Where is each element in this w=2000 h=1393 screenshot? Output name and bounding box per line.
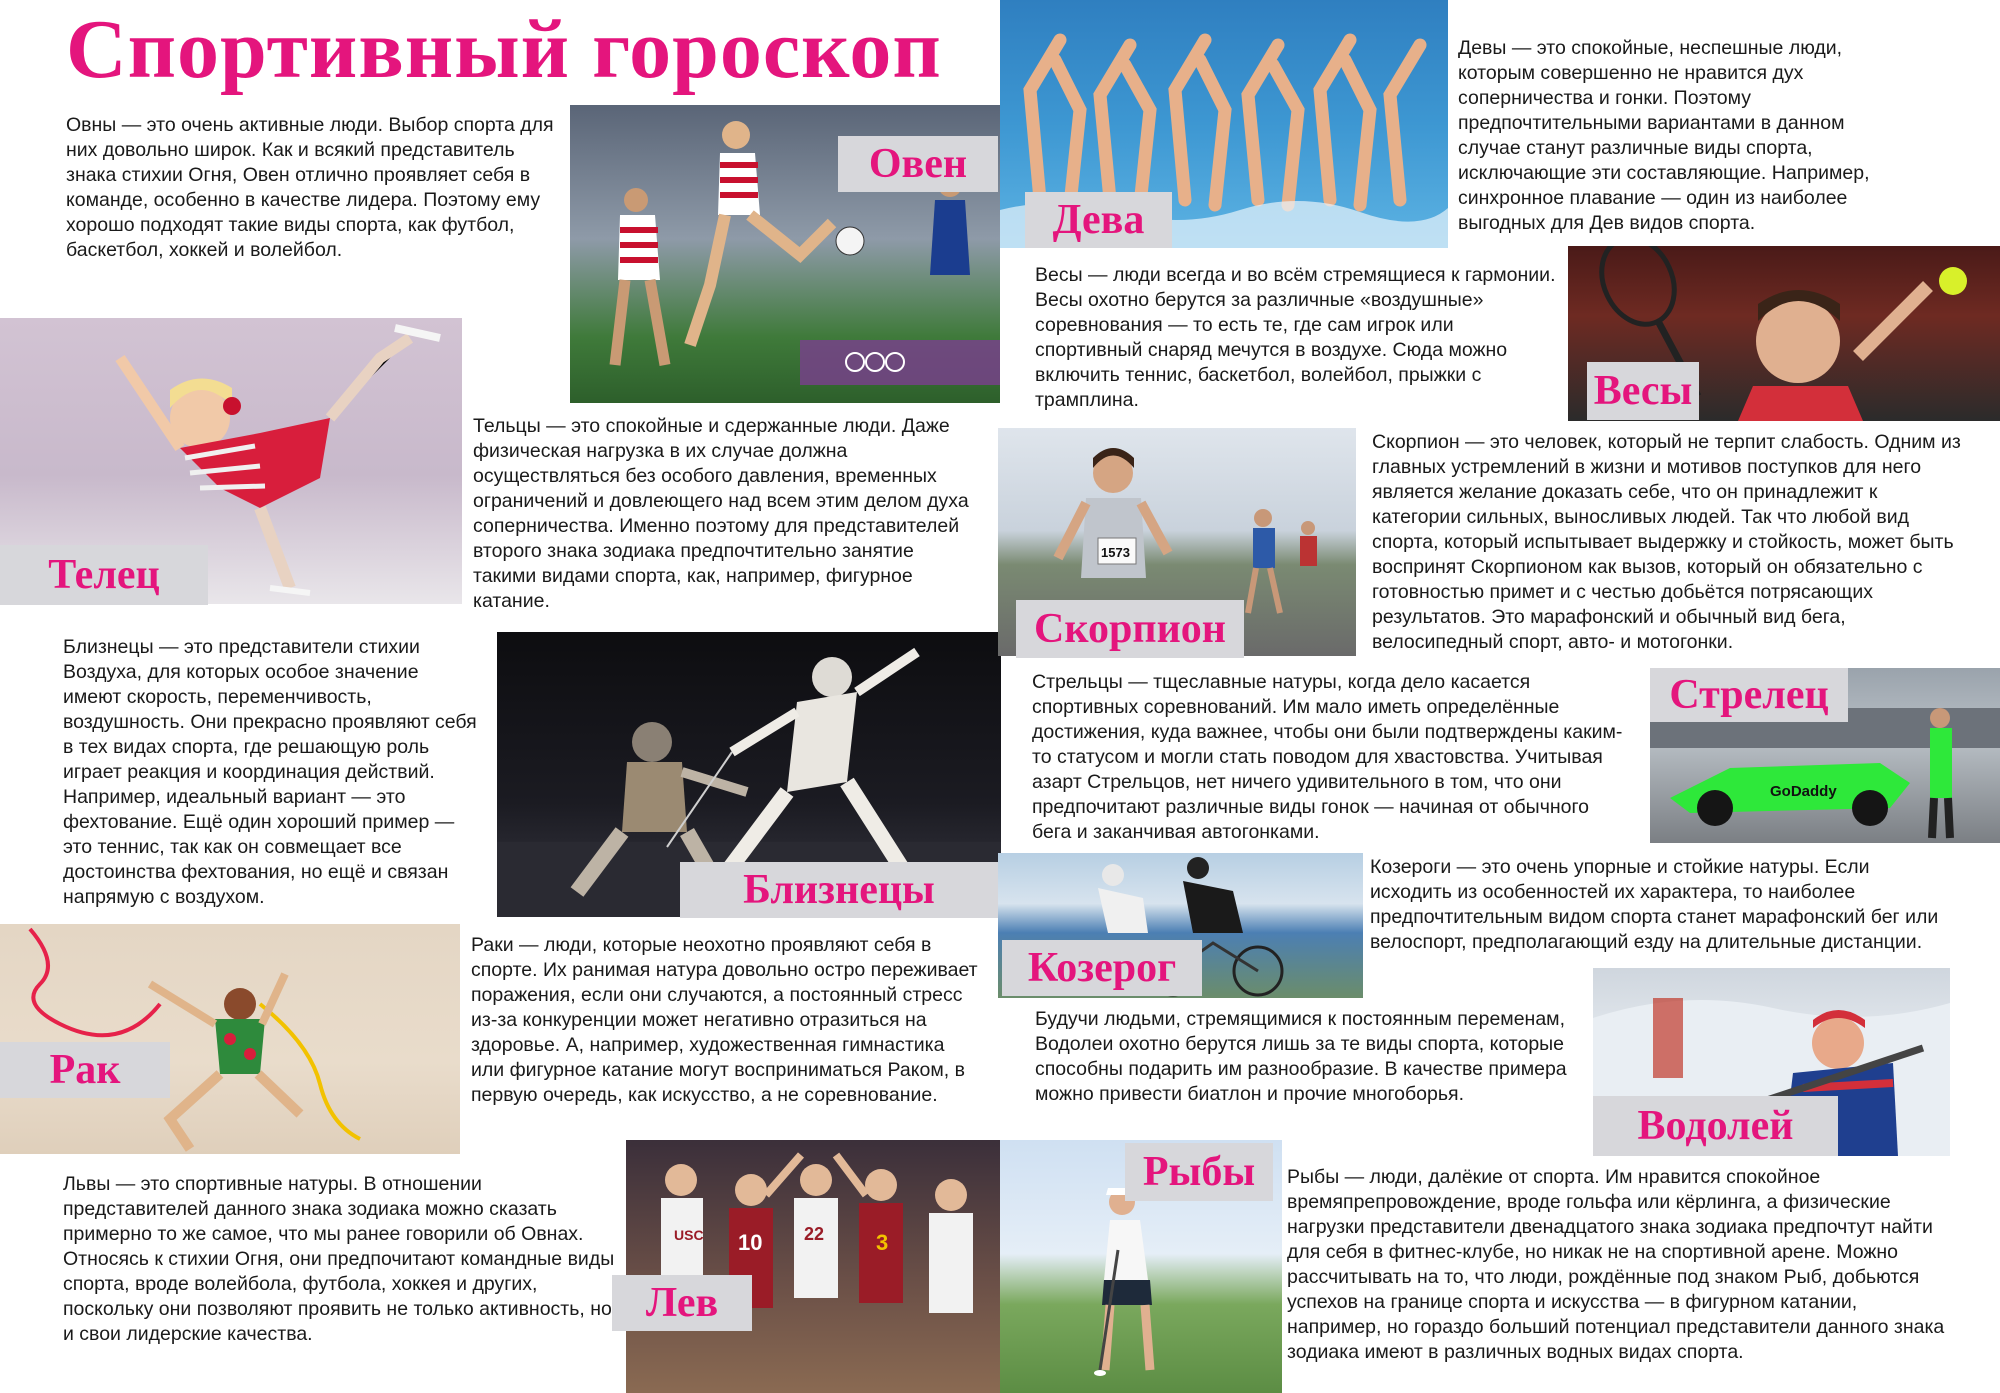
gymnast-scene-icon (0, 924, 460, 1154)
sagittarius-text: Стрельцы — тщеславные натуры, когда дело касается спортивных соревнований. Им мало иметь определённые достижения, куда важнее, чтобы они были подтверждены каким-то статусом и могли стать поводом для хвастовства. Учитывая азарт Стрельцов, нет ничего удивительного в том, что они предпочитают различные виды гонок — начиная от обычного бега и заканчивая автогонками. (1032, 671, 1623, 843)
pisces-label: Рыбы (1125, 1143, 1273, 1201)
scorpio-label: Скорпион (1016, 600, 1244, 658)
scorpio-text: Скорпион — это человек, который не терпит слабость. Одним из главных устремлений в жизни и мотивов поступков для него является желание доказать себе, что он принадлежит к категории сильных, выносливых людей. Так что любой вид спорта, который испытывает выдержку и стойкость, может быть воспринят Скорпионом как вызов, который он обязательно с готовностью примет и с честью добьётся потрясающих результатов. Это марафонский и обычный вид бега, велосипедный спорт, авто- и мотогонки. (1372, 431, 1961, 653)
rhythmic-gymnast-photo (0, 924, 460, 1154)
aries-label: Овен (838, 136, 998, 192)
page-title: Спортивный гороскоп (66, 3, 942, 96)
pisces-text: Рыбы — люди, далёкие от спорта. Им нравится спокойное времяпрепровождение, вроде гольфа или кёрлинга, а физические нагрузки представители двенадцатого знака зодиака предпочтут найти для себя в фитнес-клубе, но никак не на спортивной арене. Можно рассчитывать на то, что люди, рождённые под знаком Рыб, добьются успехов на границе спорта и искусства — в фигурном катании, например, но гораздо больший потенциал представители данного знака зодиака имеют в различных водных видах спорта. (1287, 1166, 1945, 1363)
taurus-label: Телец (0, 545, 208, 605)
jersey-text-2: 10 (738, 1230, 763, 1255)
taurus-text: Тельцы — это спокойные и сдержанные люди. Даже физическая нагрузка в их случае должна осуществляться без особого давления, временных ограничений и довлеющего над всем этим делом духа соперничества. Именно поэтому для представителей второго знака зодиака предпочтительно занятие такими видами спорта, как, например, фигурное катание. (473, 415, 969, 612)
capricorn-label: Козерог (1002, 940, 1202, 996)
libra-text: Весы — люди всегда и во всём стремящиеся к гармонии. Весы охотно берутся за различные «воздушные» соревнования — то есть те, где сам игрок или спортивный снаряд мечутся в воздухе. Сюда можно включить теннис, баскетбол, волейбол, прыжки с трамплина. (1035, 264, 1556, 411)
volleyball-scene-icon (626, 1140, 1000, 1393)
jersey-text-1: USC (674, 1227, 704, 1243)
jersey-text-4: 3 (876, 1230, 889, 1255)
virgo-text: Девы — это спокойные, неспешные люди, которым совершенно не нравится дух соперничества и гонки. Поэтому предпочтительными вариантами в данном случае станут различные виды спорта, исключающие эти составляющие. Например, синхронное плавание — один из наиболее выгодных для Дев видов спорта. (1458, 37, 1870, 234)
volleyball-team-photo (626, 1140, 1000, 1393)
leo-label: Лев (612, 1275, 752, 1331)
sagittarius-label: Стрелец (1650, 668, 1848, 722)
gemini-label: Близнецы (680, 862, 998, 918)
race-bib-number: 1573 (1101, 545, 1130, 560)
gemini-text: Близнецы — это представители стихии Воздуха, для которых особое значение имеют скорость, переменчивость, воздушность. Они прекрасно проявляют себя в тех видах спорта, где решающую роль играет реакция и координация действий. Например, идеальный вариант — это фехтование. Ещё один хороший пример — это теннис, так как он совмещает все достоинства фехтования, но ещё и связан напрямую с воздухом. (63, 636, 477, 908)
leo-text: Львы — это спортивные натуры. В отношении представителей данного знака зодиака можно сказать примерно то же самое, что мы ранее говорили об Овнах. Относясь к стихии Огня, они предпочитают командные виды спорта, вроде волейбола, футбола, хоккея и других, поскольку они позволяют проявить не только активность, но и свои лидерские качества. (63, 1173, 615, 1345)
virgo-label: Дева (1025, 192, 1172, 248)
aries-text: Овны — это очень активные люди. Выбор спорта для них довольно широк. Как и всякий представитель знака стихии Огня, Овен отлично проявляет себя в команде, особенно в качестве лидера. Поэтому ему хорошо подходят такие виды спорта, как футбол, баскетбол, хоккей и волейбол. (66, 114, 554, 261)
race-car-text: GoDaddy (1770, 783, 1837, 800)
aquarius-label: Водолей (1593, 1096, 1838, 1156)
libra-label: Весы (1587, 362, 1699, 420)
aquarius-text: Будучи людьми, стремящимися к постоянным переменам, Водолеи охотно берутся лишь за те виды спорта, которые способны подарить им разнообразие. В качестве примера можно привести биатлон и прочие многоборья. (1035, 1008, 1567, 1105)
cancer-text: Раки — люди, которые неохотно проявляют себя в спорте. Их ранимая натура довольно остро переживает поражения, если они случаются, а постоянный стресс из-за конкуренции может негативно отразиться на здоровье. А, например, художественная гимнастика или фигурное катание могут восприниматься Раком, в первую очередь, как искусство, а не соревнование. (471, 934, 978, 1106)
capricorn-text: Козероги — это очень упорные и стойкие натуры. Если исходить из особенностей их характера, то наиболее предпочтительным видом спорта станет марафонский бег или велоспорт, предполагающий езду на длительные дистанции. (1370, 856, 1939, 953)
jersey-text-3: 22 (804, 1224, 825, 1244)
cancer-label: Рак (0, 1042, 170, 1098)
